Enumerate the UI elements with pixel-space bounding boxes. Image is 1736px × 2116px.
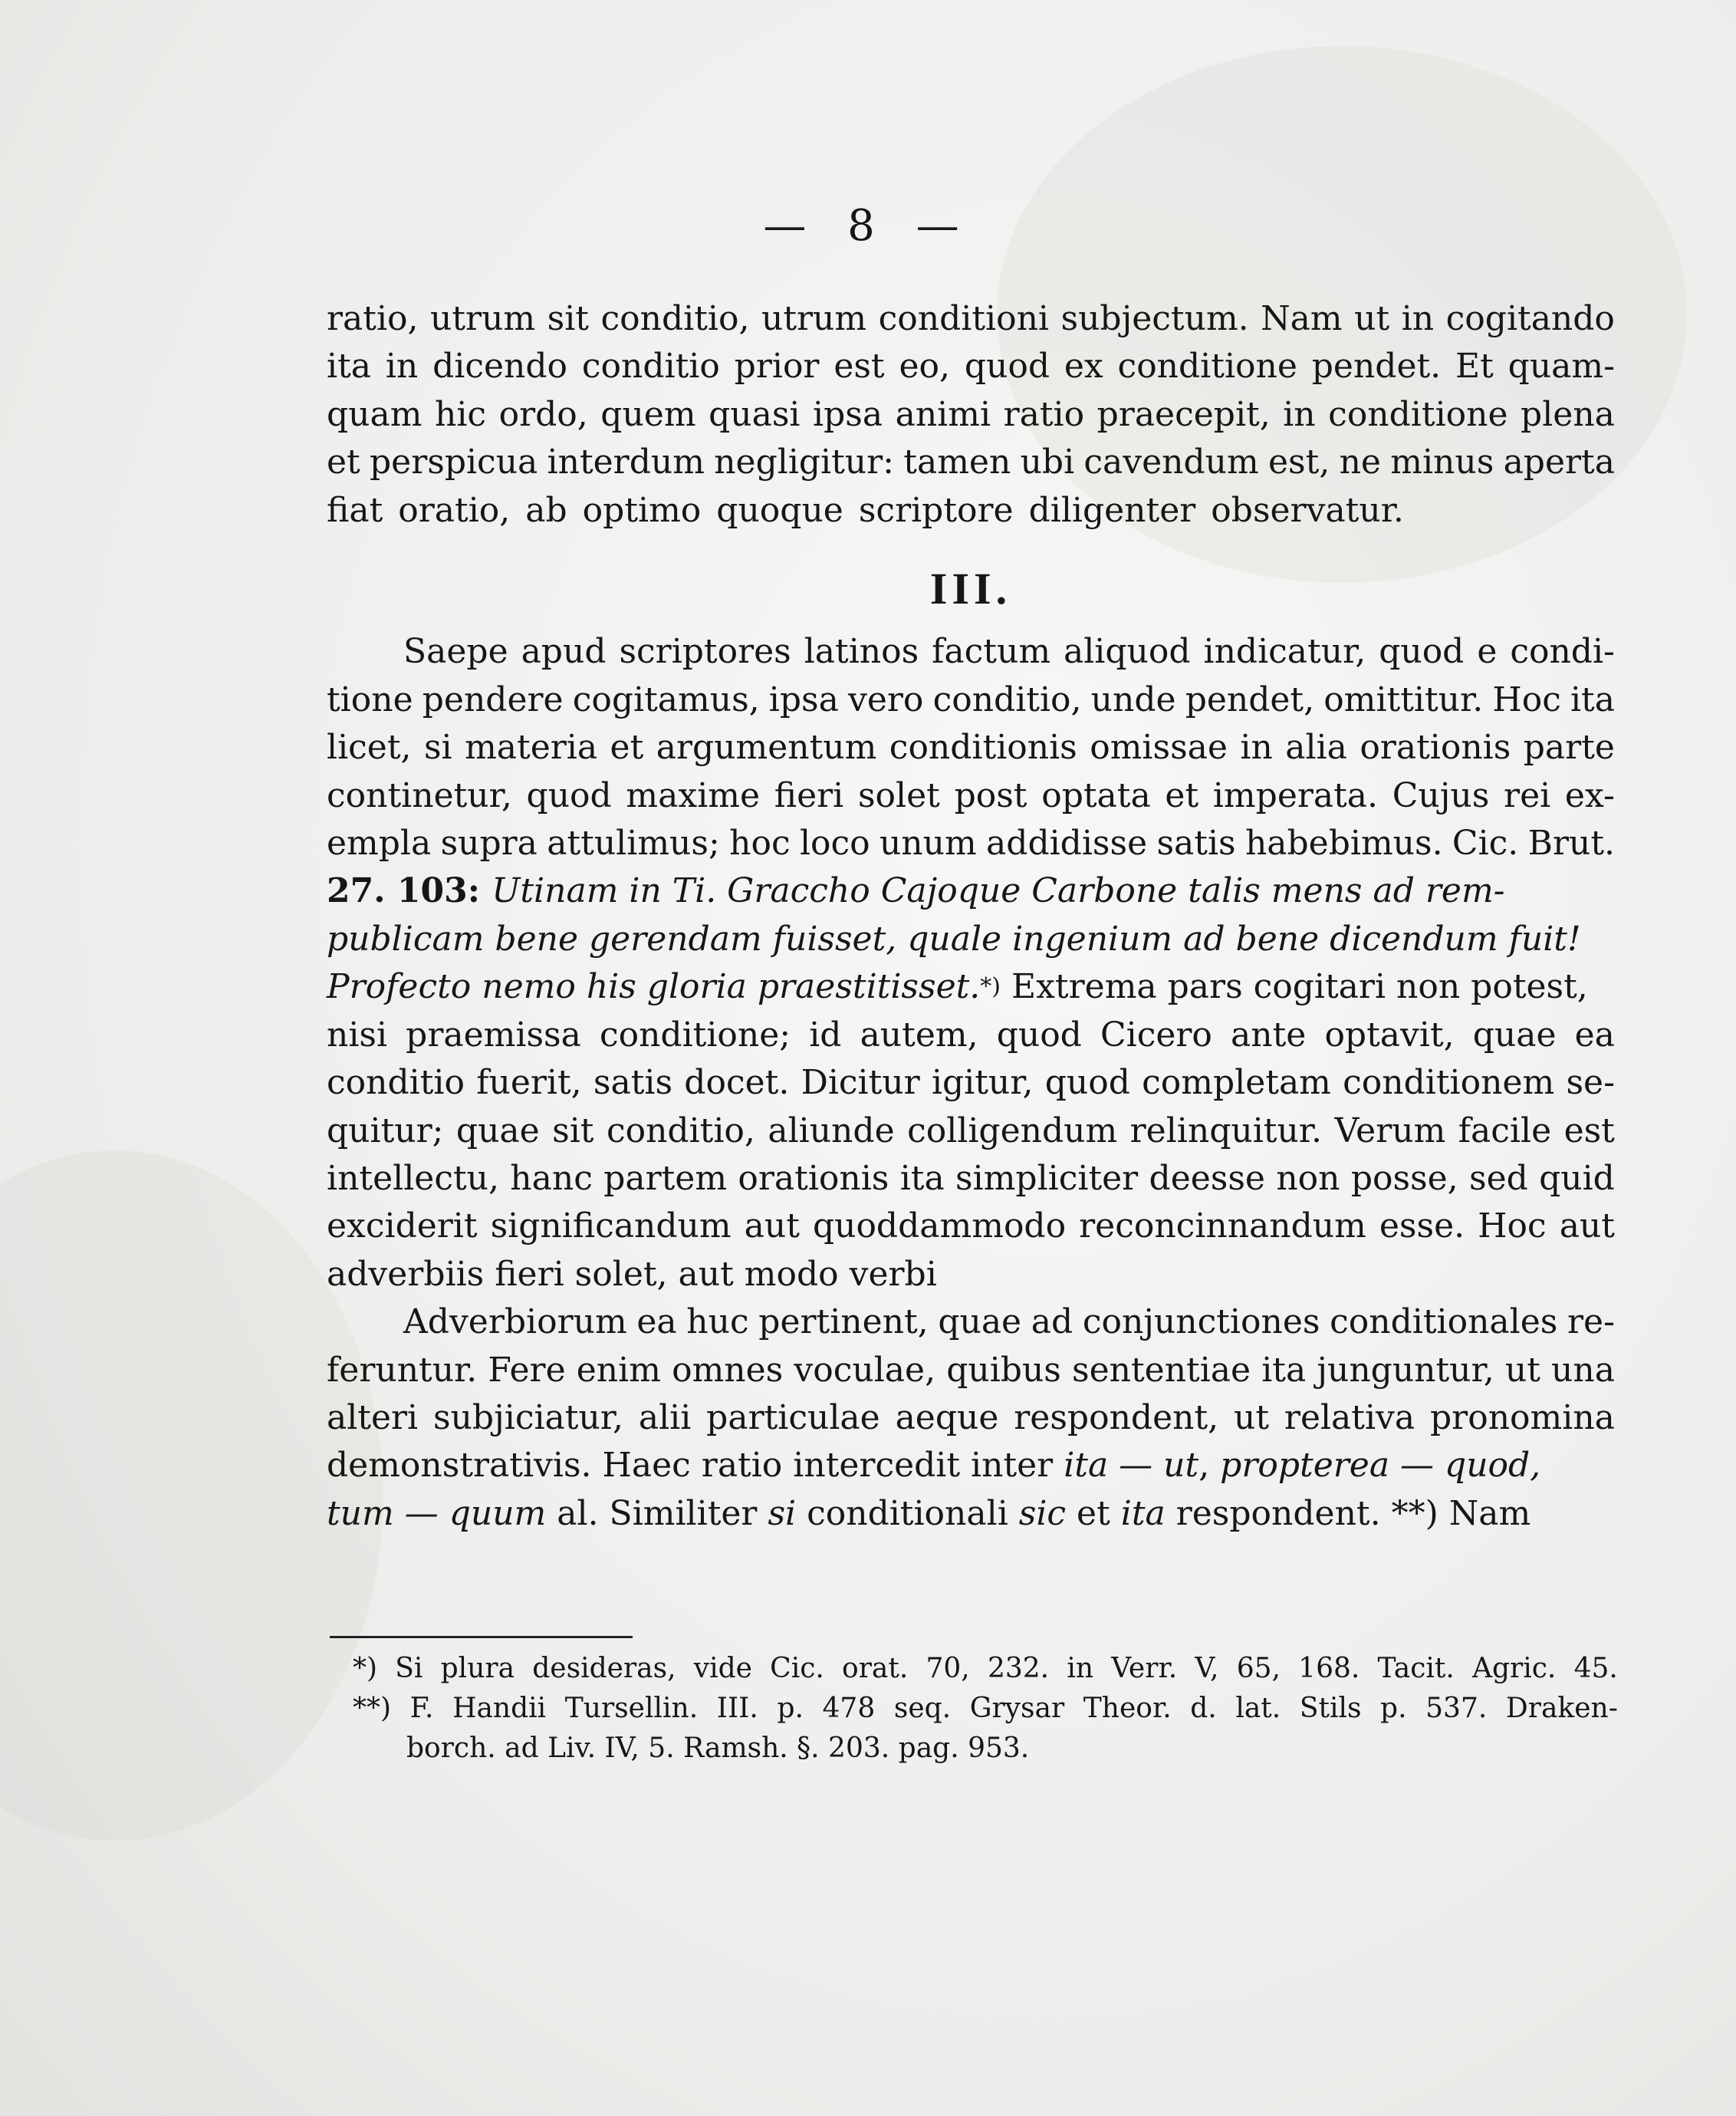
word: fuerit, xyxy=(476,1063,582,1103)
text-line xyxy=(327,916,1615,963)
word: alteri xyxy=(327,1397,419,1437)
word: solet xyxy=(857,775,940,815)
word: optavit, xyxy=(1324,1015,1455,1055)
word: in xyxy=(385,347,419,387)
word: ut xyxy=(1354,299,1390,338)
word: conditionis xyxy=(889,728,1077,768)
text-line xyxy=(327,724,1615,772)
footnotes xyxy=(353,1649,1618,1769)
text-span: conditionali xyxy=(796,1493,1019,1533)
word: in xyxy=(1240,728,1273,768)
word: sententiae xyxy=(1072,1350,1251,1390)
word: orationis xyxy=(738,1158,889,1198)
word: attulimus; xyxy=(547,824,720,864)
word: autem, xyxy=(860,1015,978,1055)
word: feruntur. xyxy=(327,1350,478,1390)
word: hoc xyxy=(729,824,791,864)
text-line xyxy=(327,1442,1615,1489)
text-line xyxy=(327,1490,1615,1538)
word: et xyxy=(1165,775,1199,815)
word: pertinent, xyxy=(758,1302,929,1342)
word: quoddammodo xyxy=(812,1206,1067,1246)
word: quae xyxy=(1472,1015,1557,1055)
word: colligendum xyxy=(907,1111,1118,1150)
word: ex xyxy=(1064,347,1103,387)
text-line xyxy=(327,628,1615,676)
word: simpliciter xyxy=(955,1158,1139,1198)
word: sit xyxy=(552,1111,594,1150)
word: 65, xyxy=(1236,1653,1281,1684)
word: omittitur. xyxy=(1323,680,1484,719)
word: aliunde xyxy=(768,1111,895,1150)
italic-term: si xyxy=(768,1493,797,1533)
word: Cic. xyxy=(1452,824,1519,864)
word: exciderit xyxy=(327,1206,478,1246)
word: Brut. xyxy=(1527,824,1615,864)
word: Cic. xyxy=(770,1653,824,1684)
word: ea xyxy=(636,1302,677,1342)
word: oratio, xyxy=(398,490,511,530)
word: igitur, xyxy=(931,1063,1034,1103)
text-line xyxy=(327,1012,1615,1059)
word: satis xyxy=(593,1063,673,1103)
word: p. xyxy=(777,1693,804,1724)
word: quae xyxy=(938,1302,1022,1342)
word: conditio, xyxy=(600,299,750,338)
word: loco xyxy=(799,824,870,864)
word: quod xyxy=(964,347,1050,387)
word: Cicero xyxy=(1100,1015,1212,1055)
word: in xyxy=(1283,394,1316,434)
word: III. xyxy=(716,1693,758,1724)
word: Draken- xyxy=(1505,1693,1618,1724)
word: parte xyxy=(1523,728,1615,768)
word: quam xyxy=(327,394,422,434)
word: scriptores xyxy=(619,632,791,672)
word: fiat xyxy=(327,490,383,530)
word: conditione; xyxy=(599,1015,791,1055)
text-line xyxy=(327,391,1615,439)
word: licet, xyxy=(327,728,412,768)
word: observatur. xyxy=(1211,490,1404,530)
word: condi- xyxy=(1510,632,1615,672)
word: Grysar xyxy=(969,1693,1065,1724)
word: particulae xyxy=(706,1397,880,1437)
word: omnes xyxy=(672,1350,784,1390)
page-number: — 8 — xyxy=(763,201,973,251)
word: Theor. xyxy=(1083,1693,1172,1724)
text-line xyxy=(327,820,1615,867)
word: alii xyxy=(638,1397,692,1437)
word: aut xyxy=(744,1206,800,1246)
word: in xyxy=(1401,299,1435,338)
word: quod xyxy=(1044,1063,1130,1103)
word: indicatur, xyxy=(1203,632,1366,672)
word: praemissa xyxy=(406,1015,581,1055)
word: vero xyxy=(848,680,924,719)
word: lat. xyxy=(1235,1693,1281,1724)
text-line xyxy=(327,1203,1615,1250)
word: nisi xyxy=(327,1015,388,1055)
word: conditione xyxy=(1117,347,1297,387)
word: completam xyxy=(1142,1063,1331,1103)
text-span: demonstrativis. Haec ratio intercedit inter xyxy=(327,1446,1064,1486)
word: Si xyxy=(395,1653,423,1684)
word: post xyxy=(954,775,1027,815)
italic-term: ita xyxy=(1120,1493,1166,1533)
word: respondent, xyxy=(1014,1397,1219,1437)
word: d. xyxy=(1190,1693,1217,1724)
word: vide xyxy=(693,1653,752,1684)
section-heading: III. xyxy=(929,564,1012,614)
text-line xyxy=(327,963,1615,1011)
word: cogitando xyxy=(1445,299,1615,338)
word: et xyxy=(327,443,360,482)
word: quam- xyxy=(1507,347,1615,387)
word: Adverbiorum xyxy=(403,1302,627,1342)
word: conditio, xyxy=(932,680,1082,719)
word: praecepit, xyxy=(1097,394,1271,434)
word: Agric. xyxy=(1472,1653,1557,1684)
body-text xyxy=(327,295,1615,1538)
word: eo, xyxy=(899,347,950,387)
word: ipsa xyxy=(768,680,839,719)
word: Stils xyxy=(1299,1693,1362,1724)
word: utrum xyxy=(761,299,867,338)
word: in xyxy=(1067,1653,1094,1684)
text-line xyxy=(327,1394,1615,1442)
text-span: respondent. **) Nam xyxy=(1165,1493,1531,1533)
word: 537. xyxy=(1425,1693,1488,1724)
word: conditio xyxy=(581,347,720,387)
text-line xyxy=(327,772,1615,820)
word: ita xyxy=(1261,1350,1307,1390)
word: ab xyxy=(525,490,567,530)
word: quod xyxy=(526,775,612,815)
word: Hoc xyxy=(1492,680,1561,719)
word: omissae xyxy=(1090,728,1228,768)
word: cavendum xyxy=(1083,443,1259,482)
word: Nam xyxy=(1261,299,1343,338)
word: pendet. xyxy=(1311,347,1442,387)
word: tione xyxy=(327,680,413,719)
italic-term: sic xyxy=(1018,1493,1067,1533)
italic-term: tum — quum xyxy=(327,1493,547,1533)
word: interdum xyxy=(547,443,705,482)
word: Cujus xyxy=(1392,775,1490,815)
word: ipsa xyxy=(813,394,883,434)
word: ita xyxy=(1570,680,1615,719)
word: id xyxy=(809,1015,842,1055)
text-line xyxy=(327,295,1615,343)
text-line xyxy=(327,1155,1615,1203)
word: ut xyxy=(1504,1350,1540,1390)
word: satis xyxy=(1156,824,1236,864)
word: esse. xyxy=(1379,1206,1465,1246)
word: materia xyxy=(465,728,598,768)
word: continetur, xyxy=(327,775,512,815)
quotation: publicam bene gerendam fuisset, quale ingenium ad bene dicendum fuit! xyxy=(327,919,1581,959)
word: V, xyxy=(1195,1653,1219,1684)
word: quod xyxy=(1379,632,1465,672)
italic-term: propterea — quod, xyxy=(1220,1446,1541,1486)
word: unum xyxy=(879,824,977,864)
word: est xyxy=(1563,1111,1615,1150)
text-line: adverbiis fieri solet, aut modo verbi xyxy=(327,1254,937,1294)
word: hanc xyxy=(510,1158,593,1198)
word: quitur; xyxy=(327,1111,444,1150)
word: intellectu, xyxy=(327,1158,499,1198)
word: posse, xyxy=(1350,1158,1458,1198)
word: seq. xyxy=(893,1693,952,1724)
word: quod xyxy=(996,1015,1082,1055)
word: rei xyxy=(1504,775,1551,815)
text-line xyxy=(327,343,1615,390)
word: negligitur: xyxy=(714,443,895,482)
word: imperata. xyxy=(1212,775,1379,815)
word: Handii xyxy=(452,1693,547,1724)
word: supra xyxy=(440,824,538,864)
text-line xyxy=(327,1107,1615,1155)
word: fieri xyxy=(774,775,844,815)
word: conditio xyxy=(327,1063,465,1103)
word: est xyxy=(833,347,885,387)
word: sed xyxy=(1468,1158,1528,1198)
word: aperta xyxy=(1503,443,1615,482)
word: se- xyxy=(1566,1063,1615,1103)
word: relinquitur. xyxy=(1129,1111,1322,1150)
word: enim xyxy=(576,1350,661,1390)
word: latinos xyxy=(804,632,919,672)
word: pronomina xyxy=(1430,1397,1615,1437)
word: partem xyxy=(603,1158,728,1198)
word: ubi xyxy=(1020,443,1075,482)
word: aeque xyxy=(895,1397,999,1437)
word: ne xyxy=(1339,443,1381,482)
text-line xyxy=(327,1298,1615,1346)
word: pendet, xyxy=(1185,680,1315,719)
word: Verum xyxy=(1334,1111,1446,1150)
word: optata xyxy=(1041,775,1151,815)
word: quem xyxy=(600,394,696,434)
word: pendere xyxy=(422,680,564,719)
word: ratio, xyxy=(327,299,419,338)
word: Tursellin. xyxy=(564,1693,699,1724)
word: 478 xyxy=(822,1693,876,1724)
word: 232. xyxy=(987,1653,1050,1684)
word: aliquod xyxy=(1064,632,1191,672)
word: 45. xyxy=(1573,1653,1618,1684)
word: 168. xyxy=(1298,1653,1360,1684)
word: e xyxy=(1477,632,1498,672)
quotation: Utinam in Ti. Graccho Cajoque Carbone talis mens ad rem- xyxy=(492,871,1505,911)
word: conditioni xyxy=(878,299,1049,338)
text-line xyxy=(327,439,1615,486)
word: **) xyxy=(353,1693,392,1724)
word: ita xyxy=(327,347,371,387)
word: 70, xyxy=(926,1653,970,1684)
word: ratio xyxy=(1003,394,1085,434)
word: addidisse xyxy=(986,824,1148,864)
word: diligenter xyxy=(1028,490,1196,530)
word: conditione xyxy=(1328,394,1508,434)
word: apud xyxy=(521,632,607,672)
word: dicendo xyxy=(432,347,568,387)
word: voculae, xyxy=(794,1350,936,1390)
word: conditionales xyxy=(1330,1302,1558,1342)
word: p. xyxy=(1380,1693,1407,1724)
word: conditionem xyxy=(1343,1063,1555,1103)
word: ante xyxy=(1231,1015,1307,1055)
word: Et xyxy=(1455,347,1494,387)
word: una xyxy=(1551,1350,1615,1390)
word: Verr. xyxy=(1111,1653,1178,1684)
word: ea xyxy=(1574,1015,1615,1055)
word: plura xyxy=(440,1653,515,1684)
text-line xyxy=(327,487,1615,535)
word: orationis xyxy=(1360,728,1511,768)
word: Dicitur xyxy=(801,1063,920,1103)
word: factum xyxy=(932,632,1051,672)
italic-term: ita — ut xyxy=(1064,1446,1199,1486)
word: maxime xyxy=(626,775,761,815)
word: ita xyxy=(899,1158,945,1198)
word: ex- xyxy=(1564,775,1615,815)
word: plena xyxy=(1521,394,1615,434)
word: animi xyxy=(895,394,991,434)
footnote-continuation: borch. ad Liv. IV, 5. Ramsh. §. 203. pag. 953. xyxy=(406,1733,1030,1764)
word: sit xyxy=(547,299,589,338)
text-span: et xyxy=(1066,1493,1121,1533)
quotation: Profecto nemo his gloria praestitisset. xyxy=(327,967,981,1007)
word: relativa xyxy=(1284,1397,1415,1437)
word: subjectum. xyxy=(1060,299,1249,338)
word: docet. xyxy=(684,1063,790,1103)
word: F. xyxy=(409,1693,434,1724)
word: quibus xyxy=(946,1350,1061,1390)
word: habebimus. xyxy=(1244,824,1443,864)
word: argumentum xyxy=(656,728,877,768)
text-line xyxy=(327,1347,1615,1394)
word: aut xyxy=(1559,1206,1615,1246)
word: utrum xyxy=(430,299,536,338)
word: Saepe xyxy=(403,632,508,672)
text-line xyxy=(327,1059,1615,1107)
word: empla xyxy=(327,824,432,864)
word: ordo, xyxy=(498,394,588,434)
word: Fere xyxy=(488,1350,566,1390)
word: huc xyxy=(686,1302,749,1342)
word: est, xyxy=(1268,443,1330,482)
footnote-marker: *) xyxy=(980,973,1001,1001)
text-span: , xyxy=(1198,1446,1221,1486)
word: cogitamus, xyxy=(572,680,760,719)
word: ad xyxy=(1031,1302,1073,1342)
word: si xyxy=(423,728,452,768)
word: Hoc xyxy=(1478,1206,1547,1246)
word: non xyxy=(1276,1158,1340,1198)
word: alia xyxy=(1285,728,1347,768)
word: significandum xyxy=(490,1206,732,1246)
word: re- xyxy=(1567,1302,1615,1342)
word: orat. xyxy=(842,1653,909,1684)
word: minus xyxy=(1390,443,1494,482)
word: scriptore xyxy=(858,490,1014,530)
word: et xyxy=(610,728,644,768)
word: conjunctiones xyxy=(1082,1302,1320,1342)
citation: 27. 103: xyxy=(327,871,492,911)
word: tamen xyxy=(903,443,1011,482)
word: perspicua xyxy=(370,443,538,482)
paper-stain xyxy=(0,1150,383,1841)
word: deesse xyxy=(1149,1158,1265,1198)
word: facile xyxy=(1458,1111,1552,1150)
text-line xyxy=(327,867,1615,915)
word: desideras, xyxy=(532,1653,676,1684)
word: reconcinnandum xyxy=(1079,1206,1366,1246)
word: optimo xyxy=(582,490,702,530)
word: ut xyxy=(1234,1397,1270,1437)
word: junguntur, xyxy=(1317,1350,1494,1390)
word: *) xyxy=(353,1653,378,1684)
word: quae xyxy=(455,1111,540,1150)
word: subjiciatur, xyxy=(433,1397,623,1437)
footnote xyxy=(353,1689,1618,1729)
text-span: Extrema pars cogitari non potest, xyxy=(1001,967,1588,1007)
word: prior xyxy=(734,347,820,387)
word: hic xyxy=(435,394,487,434)
text-span: al. Similiter xyxy=(546,1493,768,1533)
word: conditio, xyxy=(606,1111,755,1150)
word: quasi xyxy=(709,394,801,434)
footnote xyxy=(353,1649,1618,1689)
word: unde xyxy=(1090,680,1176,719)
footnote-rule xyxy=(330,1636,633,1638)
word: quid xyxy=(1539,1158,1615,1198)
text-line xyxy=(327,676,1615,724)
word: quoque xyxy=(716,490,843,530)
word: Tacit. xyxy=(1377,1653,1455,1684)
